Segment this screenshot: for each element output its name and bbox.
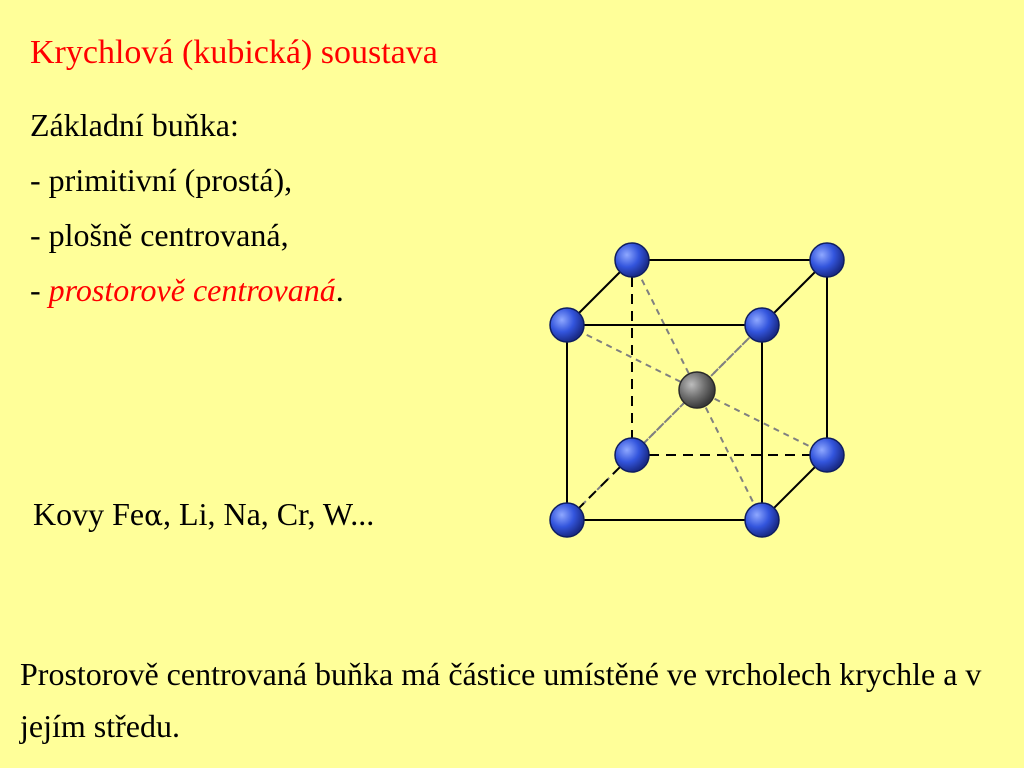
center-atom bbox=[679, 372, 715, 408]
metals-prefix: Kovy Fe bbox=[33, 496, 145, 532]
corner-atom bbox=[745, 503, 779, 537]
list-item-body-centered bbox=[30, 263, 344, 318]
corner-atom bbox=[810, 243, 844, 277]
description-text: Prostorově centrovaná buňka má částice umístěné ve vrcholech krychle a v jejím středu. bbox=[20, 656, 982, 744]
corner-atom bbox=[745, 308, 779, 342]
bcc-unit-cell-diagram bbox=[540, 230, 880, 550]
highlighted-term: prostorově centrovaná bbox=[48, 272, 336, 308]
metals-examples bbox=[33, 496, 374, 533]
unit-cell-heading: Základní buňka: bbox=[30, 107, 239, 143]
corner-atom bbox=[550, 503, 584, 537]
corner-atom bbox=[550, 308, 584, 342]
list-item-period: . bbox=[335, 272, 344, 308]
corner-atom bbox=[615, 243, 649, 277]
unit-cell-list bbox=[30, 98, 344, 318]
alpha-symbol: α bbox=[144, 499, 164, 532]
corner-atom bbox=[615, 438, 649, 472]
list-item-dash: - bbox=[30, 272, 49, 308]
list-item-face-centered: - plošně centrovaná, bbox=[30, 217, 289, 253]
slide-title: Krychlová (kubická) soustava bbox=[30, 34, 438, 71]
corner-atom bbox=[810, 438, 844, 472]
metals-rest: , Li, Na, Cr, W... bbox=[163, 496, 375, 532]
list-item-primitive: - primitivní (prostá), bbox=[30, 162, 293, 198]
